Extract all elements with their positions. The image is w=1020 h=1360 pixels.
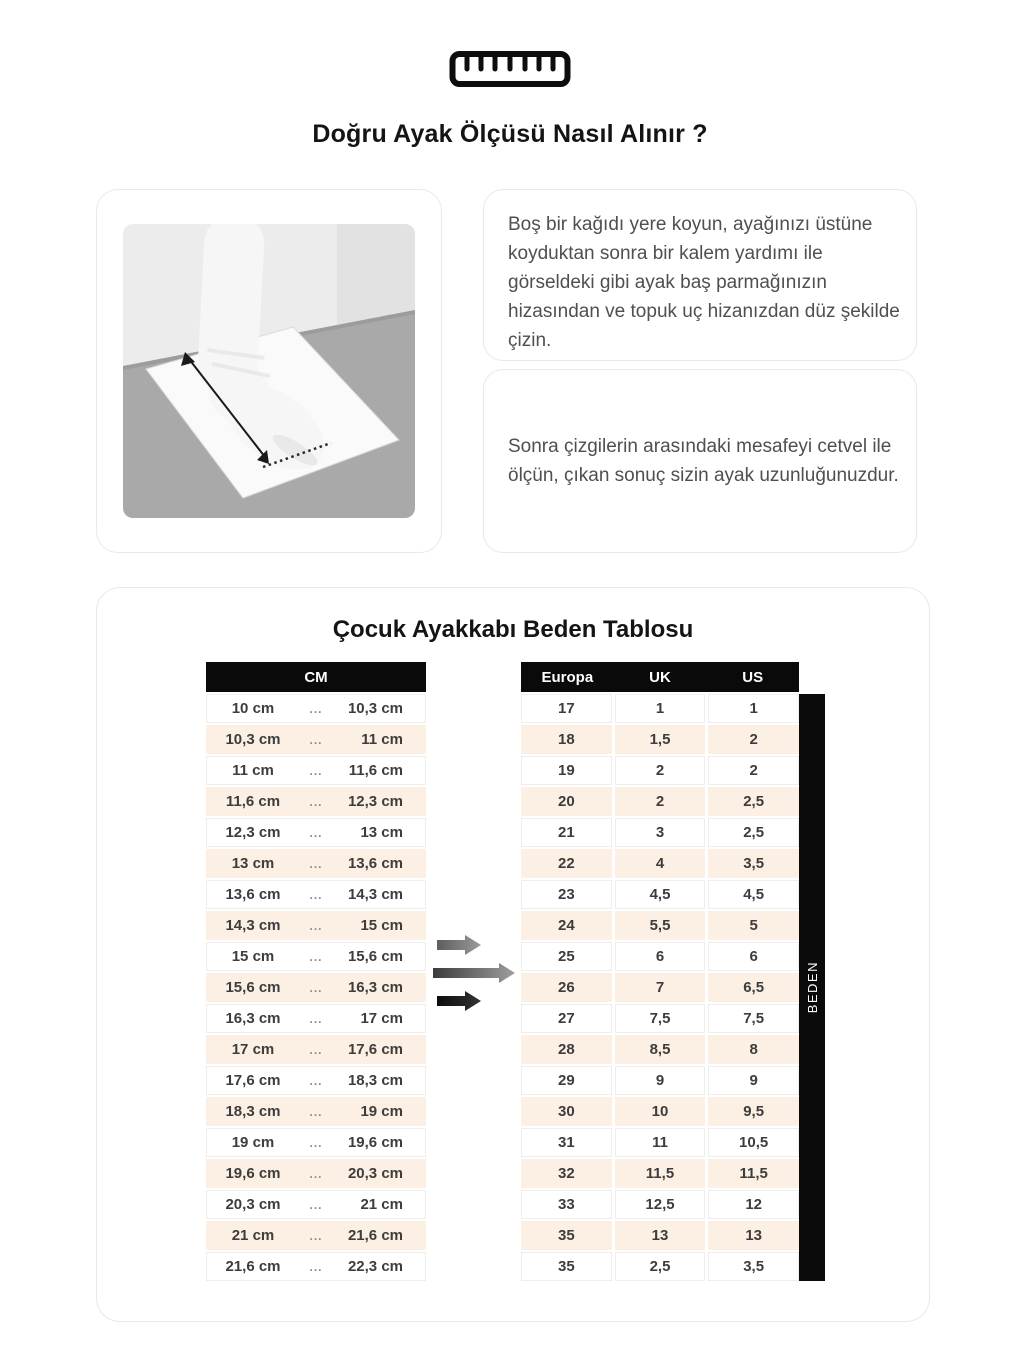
cm-cell: 14,3 cm [225,917,281,934]
size-table-row [521,1221,799,1250]
cm-cell: ... [309,1042,323,1057]
size-cell: 35 [521,1252,612,1281]
size-table-row [521,725,799,754]
size-cell: 22 [521,849,612,878]
cm-cell: 15,6 cm [347,948,403,965]
cm-cell: 11,6 cm [225,793,281,810]
cm-cell: ... [309,1197,323,1212]
cm-cell: 12,3 cm [225,824,281,841]
cm-cell: 11,6 cm [348,762,403,779]
size-cell: 4,5 [615,880,706,909]
size-cell: 31 [521,1128,612,1157]
size-cell: 26 [521,973,612,1002]
cm-cell: ... [309,701,323,716]
cm-table-row [206,849,426,878]
cm-cell: ... [309,794,323,809]
size-cell: 3,5 [708,849,799,878]
cm-table-row [206,1221,426,1250]
size-table-row [521,1035,799,1064]
size-cell: 1,5 [615,725,706,754]
cm-cell: 11 cm [361,731,403,748]
size-cell: 12,5 [615,1190,706,1219]
cm-table-row [206,1252,426,1281]
size-cell: 2 [615,787,706,816]
cm-cell: ... [309,1259,323,1274]
size-table-row [521,911,799,940]
cm-cell: 18,3 cm [347,1072,403,1089]
cm-cell: ... [309,1166,323,1181]
page-title: Doğru Ayak Ölçüsü Nasıl Alınır ? [312,120,708,148]
cm-table-row [206,756,426,785]
size-cell: 9 [615,1066,706,1095]
size-cell: 33 [521,1190,612,1219]
cm-cell: ... [309,1073,323,1088]
size-cell: 27 [521,1004,612,1033]
size-cell: 2 [708,725,799,754]
cm-cell: 17 cm [231,1041,275,1058]
size-table [521,662,799,1283]
size-cell: 30 [521,1097,612,1126]
size-cell: 7,5 [708,1004,799,1033]
size-cell: 11,5 [615,1159,706,1188]
size-cell: 5 [708,911,799,940]
beden-side-label: BEDEN [804,961,820,1014]
cm-cell: 17 cm [360,1010,403,1027]
size-cell: 24 [521,911,612,940]
cm-table-row [206,1128,426,1157]
cm-table-rows [206,694,426,1281]
cm-table-row [206,942,426,971]
cm-cell: ... [309,1135,323,1150]
cm-cell: 18,3 cm [225,1103,281,1120]
size-cell: 2,5 [615,1252,706,1281]
cm-cell: ... [309,887,323,902]
cm-cell: 20,3 cm [347,1165,403,1182]
cm-cell: ... [309,856,323,871]
cm-table-row [206,787,426,816]
cm-cell: ... [309,918,323,933]
size-table-row [521,1004,799,1033]
size-table-row [521,694,799,723]
size-cell: 17 [521,694,612,723]
size-cell: 4,5 [708,880,799,909]
instruction-step-1-text: Boş bir kağıdı yere koyun, ayağınızı üstüne koyduktan sonra bir kalem yardımı ile görseldeki gibi ayak baş parmağınızın hizasından ve topuk uç hizanızdan düz şekilde çizin. [508,214,900,351]
size-table-row [521,1159,799,1188]
size-cell: 12 [708,1190,799,1219]
size-cell: 9,5 [708,1097,799,1126]
size-cell: 10 [615,1097,706,1126]
size-cell: 20 [521,787,612,816]
cm-cell: ... [309,825,323,840]
size-cell: 1 [615,694,706,723]
size-cell: 6 [615,942,706,971]
size-cell: 7 [615,973,706,1002]
cm-table [206,662,426,1283]
cm-cell: ... [309,732,323,747]
size-table-row [521,818,799,847]
cm-cell: 21,6 cm [225,1258,281,1275]
size-table-row [521,880,799,909]
cm-cell: 15,6 cm [225,979,281,996]
size-cell: 21 [521,818,612,847]
cm-cell: 21,6 cm [347,1227,403,1244]
size-cell: 8 [708,1035,799,1064]
size-cell: 11 [615,1128,706,1157]
size-table-row [521,942,799,971]
cm-table-row [206,1190,426,1219]
cm-table-row [206,818,426,847]
transfer-arrows-wrap [426,662,521,1283]
size-cell: 35 [521,1221,612,1250]
cm-table-header: CM [206,662,426,692]
cm-cell: ... [309,980,323,995]
size-table-row [521,787,799,816]
size-cell: 6,5 [708,973,799,1002]
cm-table-row [206,1097,426,1126]
size-cell: 5,5 [615,911,706,940]
size-cell: 2 [615,756,706,785]
cm-cell: 13 cm [360,824,403,841]
size-cell: 2,5 [708,787,799,816]
size-table-row [521,1252,799,1281]
cm-cell: 19,6 cm [225,1165,281,1182]
size-cell: 11,5 [708,1159,799,1188]
size-cell: 13 [708,1221,799,1250]
cm-cell: 19,6 cm [347,1134,403,1151]
cm-cell: 13,6 cm [347,855,403,872]
size-cell: 10,5 [708,1128,799,1157]
cm-cell: ... [309,1228,323,1243]
size-cell: 19 [521,756,612,785]
cm-cell: 10 cm [231,700,275,717]
ruler-icon [449,50,571,88]
size-cell: 2 [708,756,799,785]
size-table-row [521,1066,799,1095]
size-cell: 2,5 [708,818,799,847]
foot-photo-card [96,189,442,553]
size-cell: 9 [708,1066,799,1095]
size-table-row [521,1190,799,1219]
cm-cell: ... [309,1011,323,1026]
cm-cell: 15 cm [231,948,275,965]
cm-cell: 17,6 cm [347,1041,403,1058]
cm-table-row [206,1004,426,1033]
size-table-row [521,849,799,878]
size-cell: 28 [521,1035,612,1064]
cm-table-row [206,911,426,940]
size-table-header-uk: UK [649,668,671,686]
cm-cell: 20,3 cm [225,1196,281,1213]
cm-cell: 17,6 cm [225,1072,281,1089]
cm-cell: 13,6 cm [225,886,281,903]
size-table-title: Çocuk Ayakkabı Beden Tablosu [332,616,694,643]
foot-photo-illustration [123,224,415,518]
cm-cell: 16,3 cm [225,1010,281,1027]
ruler-icon-wrap [0,0,1020,88]
cm-cell: 22,3 cm [347,1258,403,1275]
cm-table-row [206,1159,426,1188]
tables-row [206,662,929,1283]
cm-table-row [206,973,426,1002]
size-cell: 6 [708,942,799,971]
cm-cell: 19 cm [360,1103,403,1120]
size-table-row [521,756,799,785]
instruction-step-1 [483,189,917,361]
cm-cell: ... [309,1104,323,1119]
instruction-step-2-text: Sonra çizgilerin arasındaki mesafeyi cetvel ile ölçün, çıkan sonuç sizin ayak uzunluğunuzdur. [508,436,899,486]
size-cell: 18 [521,725,612,754]
size-cell: 3 [615,818,706,847]
cm-cell: ... [309,763,323,778]
cm-cell: 21 cm [360,1196,403,1213]
cm-cell: 12,3 cm [347,793,403,810]
size-table-header [521,662,799,692]
intro-section [96,189,917,553]
size-cell: 8,5 [615,1035,706,1064]
size-table-header-us: US [742,668,764,686]
cm-cell: 10,3 cm [225,731,281,748]
size-cell: 3,5 [708,1252,799,1281]
cm-table-row [206,694,426,723]
cm-table-row [206,725,426,754]
size-cell: 7,5 [615,1004,706,1033]
transfer-arrows-icon [429,932,519,1014]
cm-cell: ... [309,949,323,964]
size-table-rows [521,694,799,1281]
cm-table-row [206,1035,426,1064]
cm-cell: 19 cm [231,1134,275,1151]
instruction-step-2 [483,369,917,553]
cm-cell: 10,3 cm [347,700,403,717]
cm-cell: 13 cm [231,855,275,872]
size-table-card [96,587,930,1322]
size-cell: 29 [521,1066,612,1095]
cm-cell: 11 cm [232,762,274,779]
foot-measurement-photo [123,224,415,518]
size-table-row [521,1097,799,1126]
cm-table-row [206,880,426,909]
cm-cell: 16,3 cm [347,979,403,996]
size-cell: 23 [521,880,612,909]
size-cell: 13 [615,1221,706,1250]
size-table-row [521,1128,799,1157]
cm-cell: 15 cm [360,917,403,934]
size-table-row [521,973,799,1002]
cm-table-row [206,1066,426,1095]
size-cell: 1 [708,694,799,723]
instructions-column [483,189,917,553]
size-cell: 4 [615,849,706,878]
cm-cell: 21 cm [231,1227,275,1244]
size-cell: 32 [521,1159,612,1188]
size-cell: 25 [521,942,612,971]
size-table-header-europa: Europa [541,668,594,686]
beden-side-bar [799,694,825,1281]
cm-cell: 14,3 cm [347,886,403,903]
